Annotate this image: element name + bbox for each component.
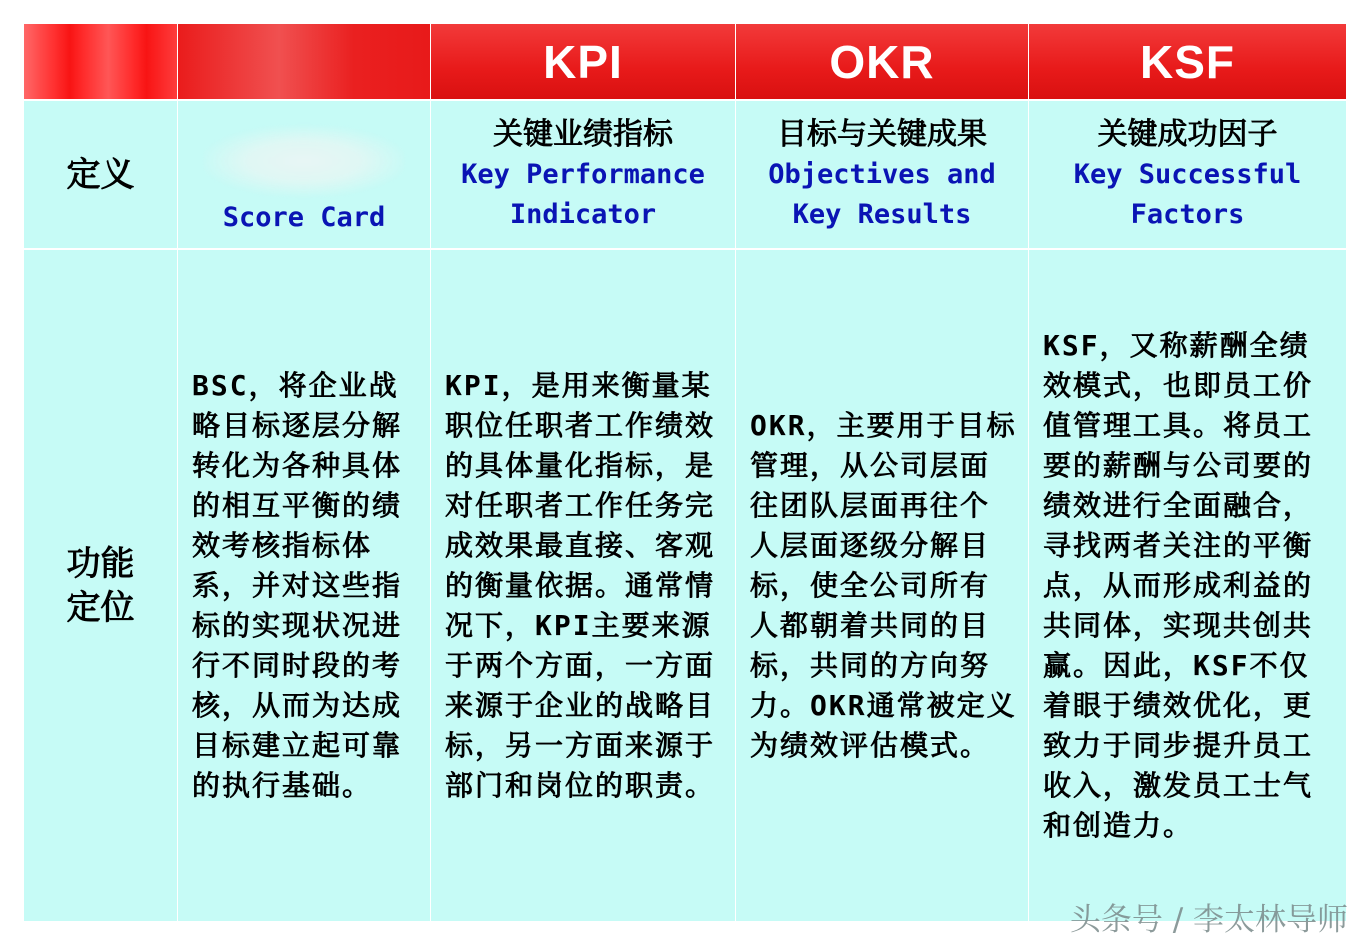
header-okr: OKR <box>829 35 935 88</box>
ksf-definition-en: Key Successful Factors <box>1073 158 1302 230</box>
definition-row-label: 定义 <box>66 154 135 195</box>
watermark: 头条号 / 李太林导师 <box>1069 902 1348 938</box>
bsc-definition-en: Score Card <box>222 202 386 233</box>
bsc-function-cell <box>178 250 431 923</box>
okr-definition-cn: 目标与关键成果 <box>777 116 987 152</box>
ksf-definition-cell <box>1029 101 1347 250</box>
kpi-definition-cn: 关键业绩指标 <box>493 116 673 152</box>
definition-label-cell <box>24 101 178 250</box>
bsc-definition-cell <box>178 101 431 250</box>
ksf-definition-cn: 关键成功因子 <box>1097 116 1278 152</box>
ksf-function-text: KSF，又称薪酬全绩效模式，也即员工价值管理工具。将员工要的薪酬与公司要的绩效进行全面融合，寻找两者关注的平衡点，从而形成利益的共同体，实现共创共赢。因此，KSF不仅着眼于绩效优化，更致力于同步提升员工收入，激发员工士气和创造力。 <box>1043 328 1314 842</box>
header-kpi: KPI <box>543 35 623 88</box>
blurred-region <box>204 126 404 196</box>
okr-definition-cell <box>736 101 1029 250</box>
header-ksf-cell <box>1029 24 1347 101</box>
function-label-cell <box>24 250 178 923</box>
okr-definition-en: Objectives and Key Results <box>768 158 996 230</box>
ksf-function-cell <box>1029 250 1347 923</box>
header-ksf: KSF <box>1140 35 1235 88</box>
okr-function-cell <box>736 250 1029 923</box>
kpi-definition-en: Key Performance Indicator <box>461 158 705 230</box>
okr-function-text: OKR，主要用于目标管理，从公司层面往团队层面再往个人层面逐级分解目标，使全公司所有人都朝着共同的目标，共同的方向努力。OKR通常被定义为绩效评估模式。 <box>750 408 1017 762</box>
function-row-label: 功能 定位 <box>66 543 135 628</box>
kpi-function-cell <box>431 250 736 923</box>
bsc-function-text: BSC，将企业战略目标逐层分解转化为各种具体的相互平衡的绩效考核指标体系，并对这些指标的实现状况进行不同时段的考核，从而为达成目标建立起可靠的执行基础。 <box>192 368 403 802</box>
header-kpi-cell <box>431 24 736 101</box>
kpi-definition-cell <box>431 101 736 250</box>
header-blank-cell <box>24 24 178 101</box>
header-okr-cell <box>736 24 1029 101</box>
kpi-function-text: KPI，是用来衡量某职位任职者工作绩效的具体量化指标，是对任职者工作任务完成效果最直接、客观的衡量依据。通常情况下，KPI主要来源于两个方面，一方面来源于企业的战略目标，另一方面来源于部门和岗位的职责。 <box>445 368 716 802</box>
header-bsc-cell <box>178 24 431 101</box>
comparison-table <box>24 24 1347 923</box>
